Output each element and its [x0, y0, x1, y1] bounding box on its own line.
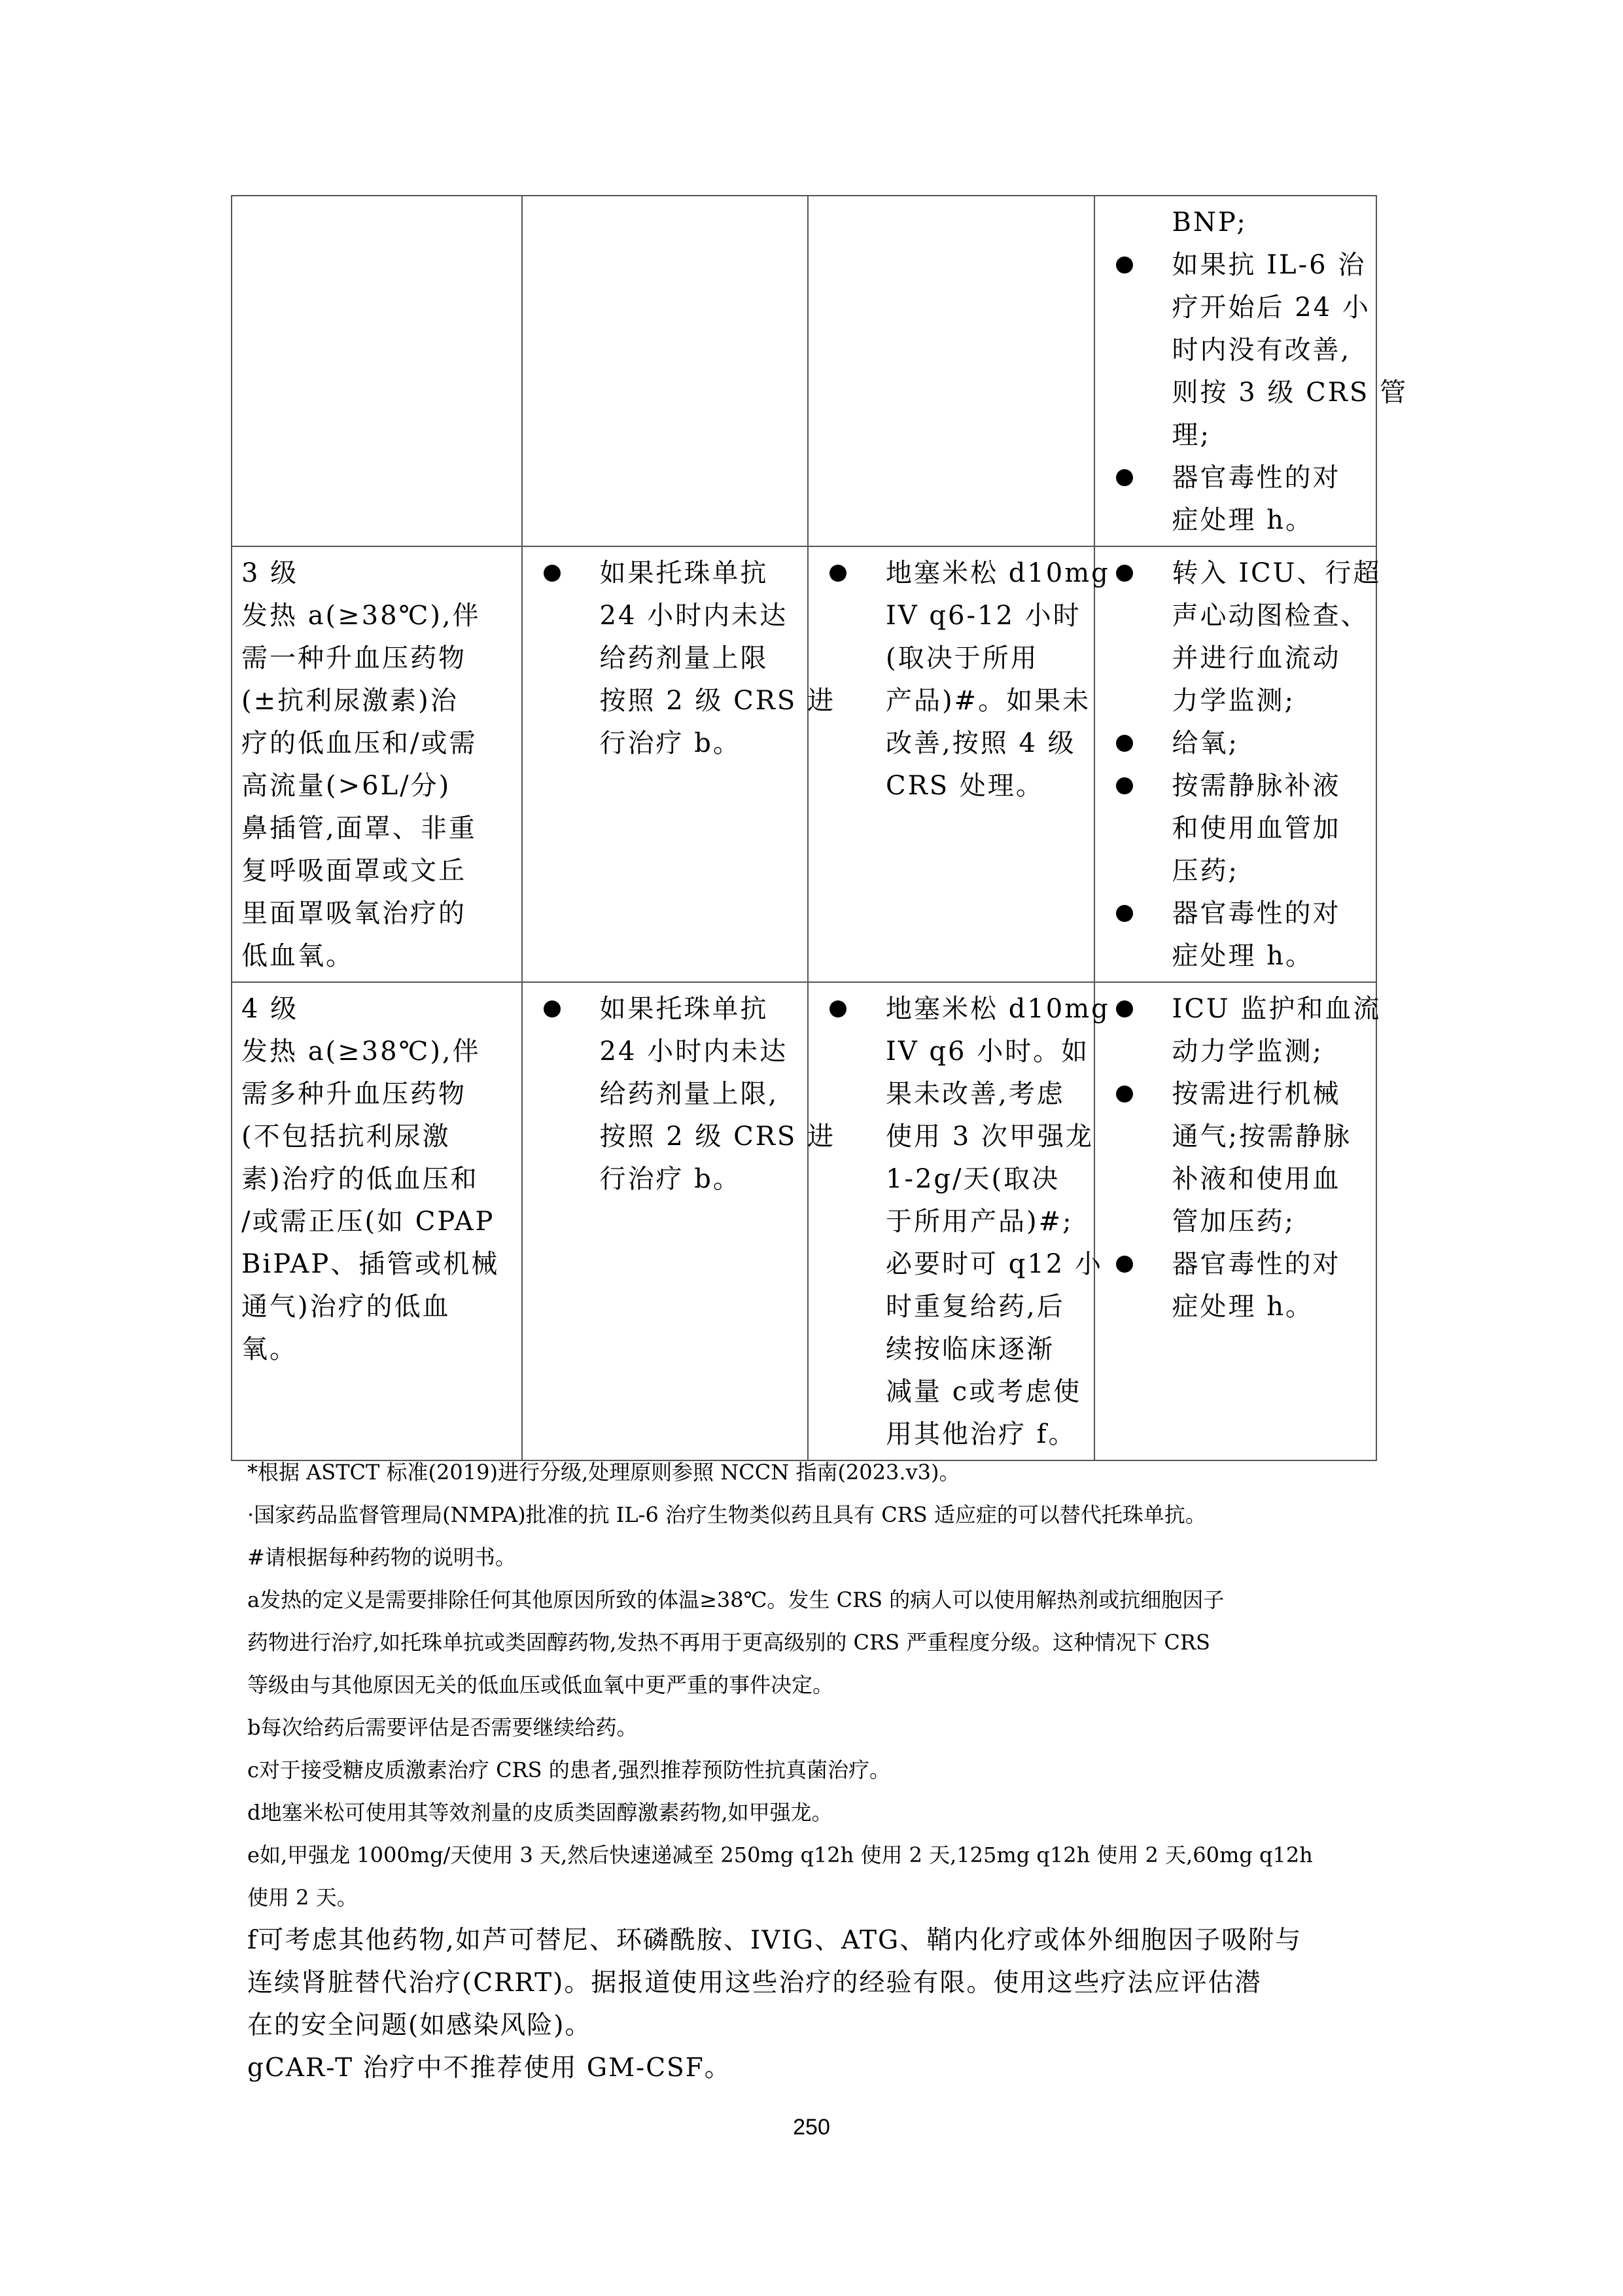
bullet-dot-icon — [1116, 777, 1133, 794]
cell-text-line: 通气)治疗的低血 — [241, 1292, 451, 1322]
cell-text-line: CRS 处理。 — [886, 771, 1044, 801]
cell-text-line: 如果托珠单抗 — [599, 994, 769, 1024]
cell-text-line: 素)治疗的低血压和 — [241, 1164, 479, 1194]
bullet-item — [1104, 765, 1367, 892]
bullet-item — [1104, 244, 1408, 457]
bullet-item — [1104, 722, 1367, 765]
cell-text-line: (±抗利尿激素)治 — [241, 686, 459, 716]
cell-text-line: 症处理 h。 — [1172, 505, 1314, 535]
cell-text-line: 发热 a(≥38℃),伴 — [241, 1036, 481, 1067]
bullet-dot-icon — [1116, 256, 1133, 274]
table-cell — [808, 546, 1110, 982]
cell-text-line: (取决于所用 — [886, 643, 1039, 673]
cell-text-line: 产品)#。如果未 — [886, 686, 1091, 716]
cell-text-line: 4 级 — [241, 994, 299, 1024]
footnote: 连续肾脏替代治疗(CRRT)。据报道使用这些治疗的经验有限。使用这些疗法应评估潜 — [247, 1968, 1262, 1998]
footnote: c对于接受糖皮质激素治疗 CRS 的患者,强烈推荐预防性抗真菌治疗。 — [247, 1757, 890, 1782]
table-cell — [1094, 196, 1408, 546]
bullet-dot-icon — [1116, 905, 1133, 922]
cell-text-line: 1-2g/天(取决 — [886, 1164, 1060, 1194]
cell-text-line: 转入 ICU、行超 — [1172, 558, 1382, 588]
cell-text-line: 需一种升血压药物 — [241, 643, 466, 673]
cell-text-line: 用其他治疗 f。 — [886, 1419, 1077, 1449]
bullet-dot-icon — [1116, 565, 1133, 582]
cell-text-line: 如果托珠单抗 — [599, 558, 769, 588]
continued-text — [1104, 202, 1367, 244]
cell-text-line: 行治疗 b。 — [599, 728, 741, 758]
cell-text-line: 续按临床逐渐 — [886, 1334, 1055, 1364]
cell-text-line: 3 级 — [241, 558, 299, 588]
cell-text-line: IV q6-12 小时 — [886, 601, 1081, 631]
cell-text-line: 动力学监测; — [1172, 1036, 1323, 1067]
table-cell — [808, 982, 1110, 1460]
bullet-item — [1104, 988, 1382, 1073]
table-cell — [522, 196, 809, 546]
cell-text-line: 疗的低血压和/或需 — [241, 728, 478, 758]
cell-text-line: /或需正压(如 CPAP — [241, 1207, 495, 1237]
footnote: b每次给药后需要评估是否需要继续给药。 — [247, 1715, 638, 1740]
footnote: #请根据每种药物的说明书。 — [247, 1545, 516, 1570]
bullet-dot-icon — [1116, 735, 1133, 752]
bullet-dot-icon — [544, 1000, 561, 1017]
cell-text-line: 给氧; — [1172, 728, 1239, 758]
cell-text-line: 理; — [1172, 420, 1211, 450]
cell-text-line: BNP; — [1172, 207, 1248, 238]
grade-description — [241, 552, 512, 978]
footnote: 等级由与其他原因无关的低血压或低血氧中更严重的事件决定。 — [247, 1672, 834, 1697]
bullet-item — [818, 552, 1110, 807]
cell-text-line: 高流量(>6L/分) — [241, 771, 451, 801]
cell-text-line: 鼻插管,面罩、非重 — [241, 813, 477, 843]
table-row — [232, 546, 1376, 982]
bullet-item — [818, 988, 1110, 1456]
bullet-item — [1104, 457, 1367, 542]
cell-text-line: IV q6 小时。如 — [886, 1036, 1090, 1067]
cell-text-line: 力学监测; — [1172, 686, 1295, 716]
cell-text-line: 症处理 h。 — [1172, 1292, 1314, 1322]
bullet-item — [1104, 1243, 1367, 1328]
table-row — [232, 982, 1376, 1460]
cell-text-line: 如果抗 IL-6 治 — [1172, 250, 1367, 280]
grade-description — [241, 988, 512, 1371]
cell-text-line: 和使用血管加 — [1172, 813, 1341, 843]
table-row — [232, 196, 1376, 546]
bullet-item — [1104, 892, 1367, 978]
cell-text-line: 24 小时内未达 — [599, 601, 788, 631]
footnote: a发热的定义是需要排除任何其他原因所致的体温≥38℃。发生 CRS 的病人可以使用解热剂或抗细胞因子 — [247, 1587, 1225, 1612]
table-cell — [522, 982, 835, 1460]
crs-grading-table — [231, 195, 1408, 1461]
footnote: *根据 ASTCT 标准(2019)进行分级,处理原则参照 NCCN 指南(2023.v3)。 — [247, 1460, 960, 1485]
footnote: 使用 2 天。 — [247, 1885, 358, 1910]
cell-text-line: 必要时可 q12 小 — [886, 1249, 1103, 1279]
cell-text-line: 器官毒性的对 — [1172, 1249, 1341, 1279]
table-cell — [232, 546, 522, 982]
cell-text-line: 发热 a(≥38℃),伴 — [241, 601, 481, 631]
footnote: 药物进行治疗,如托珠单抗或类固醇药物,发热不再用于更高级别的 CRS 严重程度分级。这种情况下 CRS — [247, 1630, 1210, 1655]
cell-text-line: 24 小时内未达 — [599, 1036, 788, 1067]
cell-text-line: 则按 3 级 CRS 管 — [1172, 378, 1408, 408]
cell-text-line: 疗开始后 24 小 — [1172, 292, 1370, 323]
cell-text-line: 补液和使用血 — [1172, 1164, 1341, 1194]
page-number: 250 — [793, 2115, 830, 2140]
cell-text-line: 时重复给药,后 — [886, 1292, 1065, 1322]
table-cell — [522, 546, 835, 982]
footnote: e如,甲强龙 1000mg/天使用 3 天,然后快速递减至 250mg q12h 使用 2 天,125mg q12h 使用 2 天,60mg q12h — [247, 1843, 1313, 1867]
bullet-dot-icon — [1116, 1000, 1133, 1017]
cell-text-line: 器官毒性的对 — [1172, 463, 1341, 493]
cell-text-line: 氧。 — [241, 1334, 298, 1364]
cell-text-line: 行治疗 b。 — [599, 1164, 741, 1194]
table-cell — [232, 196, 522, 546]
bullet-item — [532, 552, 835, 765]
cell-text-line: 改善,按照 4 级 — [886, 728, 1076, 758]
footnote: ·国家药品监督管理局(NMPA)批准的抗 IL-6 治疗生物类似药且具有 CRS 适应症的可以替代托珠单抗。 — [247, 1502, 1206, 1527]
cell-text-line: ICU 监护和血流 — [1172, 994, 1382, 1024]
cell-text-line: 症处理 h。 — [1172, 941, 1314, 971]
cell-text-line: 地塞米松 d10mg — [886, 558, 1110, 588]
cell-text-line: 使用 3 次甲强龙 — [886, 1122, 1094, 1152]
bullet-dot-icon — [829, 565, 846, 582]
bullet-dot-icon — [829, 1000, 846, 1017]
bullet-item — [1104, 552, 1382, 722]
bullet-dot-icon — [1116, 1256, 1133, 1273]
cell-text-line: 管加压药; — [1172, 1207, 1295, 1237]
cell-text-line: 声心动图检查、 — [1172, 601, 1369, 631]
table-cell — [232, 982, 522, 1460]
cell-text-line: 按需静脉补液 — [1172, 771, 1341, 801]
footnotes — [247, 1451, 1372, 2089]
cell-text-line: 通气;按需静脉 — [1172, 1122, 1352, 1152]
bullet-item — [532, 988, 835, 1201]
table-body — [232, 196, 1408, 1460]
footnote: gCAR-T 治疗中不推荐使用 GM-CSF。 — [247, 2053, 731, 2083]
footnote: f可考虑其他药物,如芦可替尼、环磷酰胺、IVIG、ATG、鞘内化疗或体外细胞因子吸附与 — [247, 1926, 1302, 1955]
cell-text-line: 时内没有改善, — [1172, 335, 1352, 365]
cell-text-line: 给药剂量上限, — [599, 1079, 779, 1109]
cell-text-line: 按照 2 级 CRS 进 — [599, 686, 835, 716]
table-cell — [1094, 982, 1382, 1460]
cell-text-line: 并进行血流动 — [1172, 643, 1341, 673]
table-cell — [808, 196, 1094, 546]
bullet-dot-icon — [1116, 469, 1133, 486]
bullet-item — [1104, 1073, 1367, 1243]
cell-text-line: 需多种升血压药物 — [241, 1079, 466, 1109]
cell-text-line: 果未改善,考虑 — [886, 1079, 1065, 1109]
cell-text-line: 复呼吸面罩或文丘 — [241, 856, 466, 886]
cell-text-line: 器官毒性的对 — [1172, 898, 1341, 928]
cell-text-line: BiPAP、插管或机械 — [241, 1249, 500, 1279]
cell-text-line: 减量 c或考虑使 — [886, 1377, 1082, 1407]
cell-text-line: 按照 2 级 CRS 进 — [599, 1122, 835, 1152]
cell-text-line: 里面罩吸氧治疗的 — [241, 898, 466, 928]
footnote: 在的安全问题(如感染风险)。 — [247, 2011, 592, 2040]
bullet-dot-icon — [544, 565, 561, 582]
table-cell — [1094, 546, 1382, 982]
cell-text-line: 低血氧。 — [241, 941, 354, 971]
cell-text-line: 给药剂量上限 — [599, 643, 769, 673]
cell-text-line: 地塞米松 d10mg — [886, 994, 1110, 1024]
bullet-dot-icon — [1116, 1086, 1133, 1103]
cell-text-line: (不包括抗利尿激 — [241, 1122, 451, 1152]
cell-text-line: 于所用产品)#; — [886, 1207, 1073, 1237]
cell-text-line: 压药; — [1172, 856, 1239, 886]
cell-text-line: 按需进行机械 — [1172, 1079, 1341, 1109]
footnote: d地塞米松可使用其等效剂量的皮质类固醇激素药物,如甲强龙。 — [247, 1800, 833, 1825]
